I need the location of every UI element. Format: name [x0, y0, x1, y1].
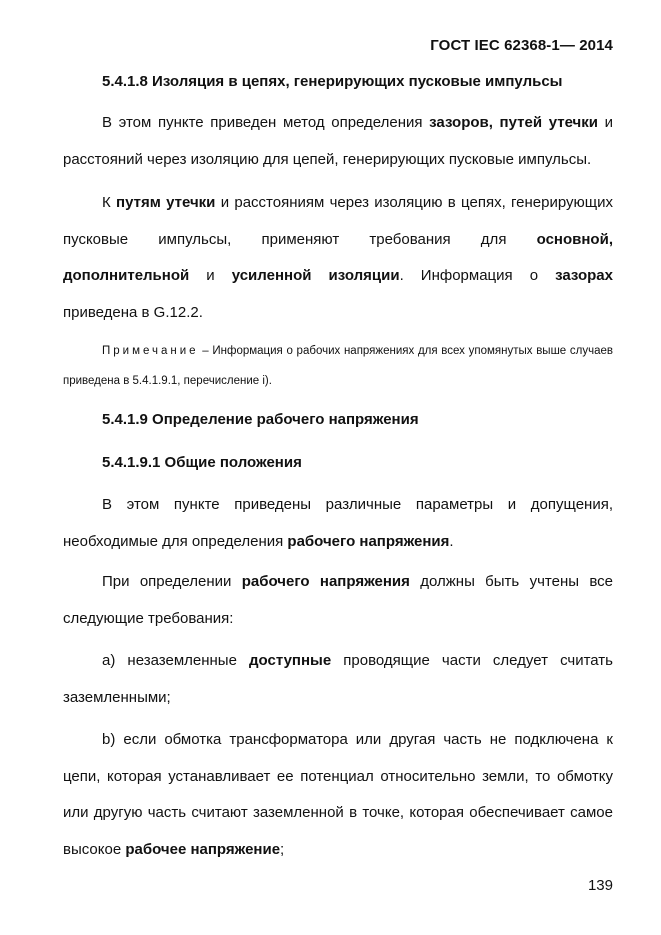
para-text: . [449, 532, 454, 550]
para-text: К [102, 194, 117, 211]
para-text: При определении [102, 573, 242, 590]
para-text: a) незаземленные [102, 652, 250, 669]
note-text: – Информация о рабочих напряжениях для всех упомянутых выше случаев приведена в 5.4.1.9.1, перечисление i). [63, 345, 613, 387]
para-text: и [189, 267, 232, 284]
para-text: В этом пункте приведен метод определения [102, 114, 430, 131]
term-bold: зазоров, путей утечки [429, 114, 598, 131]
para-text: В этом пункте приведены различные параметры и допущения, необходимые для определения [63, 496, 613, 550]
term-bold: доступные [249, 652, 332, 669]
para-text: b) если обмотка трансформатора или другая часть не подключена к цепи, которая устанавливает ее потенциал относительно земли, то обмотку или другую часть считают заземленной в точке, которая обеспечивает самое высокое [63, 731, 613, 858]
document-header: ГОСТ IEC 62368-1— 2014 [430, 37, 613, 54]
section-heading-5-4-1-9-1: 5.4.1.9.1 Общие положения [102, 454, 302, 471]
para-text: и расстояниям через изоляцию в цепях, генерирующих пусковые импульсы, применяют требования для [63, 194, 614, 248]
page-number: 139 [587, 877, 613, 894]
para-text: должны быть учтены все следующие требования: [63, 573, 613, 627]
para-text: проводящие части следует считать заземленными; [63, 652, 613, 706]
term-bold: рабочее напряжение [125, 840, 281, 858]
note-block [63, 336, 613, 396]
note-label: Примечание [102, 345, 199, 357]
para-text: и расстояний через изоляцию для цепей, генерирующих пусковые импульсы. [63, 114, 614, 168]
term-bold: зазорах [555, 267, 613, 284]
paragraph-method [63, 105, 613, 178]
paragraph-creepage [63, 185, 613, 331]
para-text: ; [280, 840, 285, 858]
para-text: приведена в G.12.2. [63, 303, 203, 321]
paragraph-parameters [63, 487, 613, 560]
para-text: . Информация о [399, 267, 556, 284]
list-item-a [63, 643, 613, 716]
term-bold: рабочего напряжения [287, 532, 450, 550]
list-item-b [63, 722, 613, 868]
term-bold: путям утечки [116, 194, 216, 211]
term-bold: рабочего напряжения [241, 573, 410, 590]
term-bold: усиленной изоляции [231, 267, 400, 284]
section-heading-5-4-1-8: 5.4.1.8 Изоляция в цепях, генерирующих пусковые импульсы [102, 73, 563, 90]
paragraph-requirements [63, 564, 613, 637]
section-heading-5-4-1-9: 5.4.1.9 Определение рабочего напряжения [102, 411, 419, 428]
term-bold: основной, дополнительной [63, 230, 613, 284]
